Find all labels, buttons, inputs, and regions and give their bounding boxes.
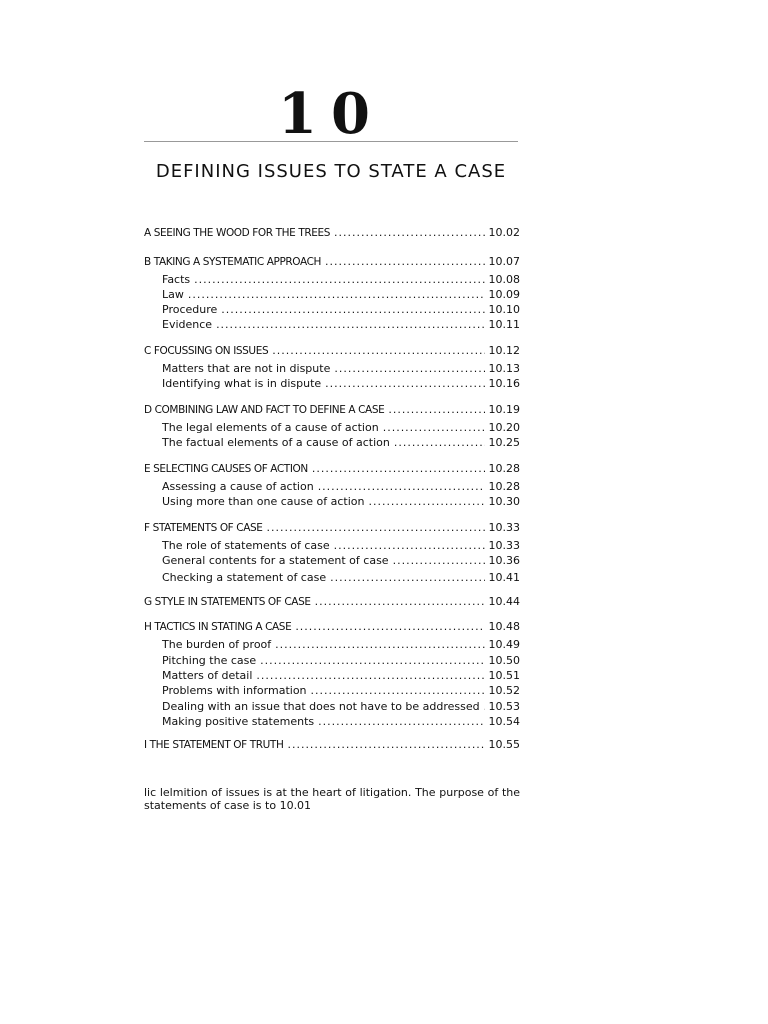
dot-leader [266,520,484,535]
toc-entry-row [144,361,520,376]
toc-entry-row [144,272,520,287]
toc-entry-row [144,420,520,435]
dot-leader [325,376,484,391]
toc-entry-row [144,699,520,714]
toc-paragraph-ref: 10.49 [488,638,520,651]
toc-entry-row [144,538,520,553]
toc-entry-title: Evidence [162,318,213,331]
toc-paragraph-ref: 10.54 [488,715,520,728]
toc-entry-title: The factual elements of a cause of action [162,436,390,449]
toc-entry-title: Law [162,288,184,301]
dot-leader [334,538,485,553]
toc-entry-title: B TAKING A SYSTEMATIC APPROACH [144,256,322,268]
toc-paragraph-ref: 10.20 [488,421,520,434]
toc-entry-row [144,435,520,450]
dot-leader [334,225,485,240]
toc-paragraph-ref: 10.28 [488,480,520,493]
toc-entry-row [144,553,520,568]
toc-entry-row [144,287,520,302]
toc-entry-title: Identifying what is in dispute [162,377,322,390]
toc-entry-title: Pitching the case [162,654,257,667]
toc-paragraph-ref: 10.28 [488,462,520,475]
dot-leader [394,435,485,450]
divider [144,141,518,142]
toc-entry-title: Dealing with an issue that does not have to be addressed [162,700,480,713]
dot-leader [383,420,485,435]
toc-paragraph-ref: 10.08 [488,273,520,286]
toc-paragraph-ref: 10.07 [488,255,520,268]
toc-entry-row [144,479,520,494]
toc-paragraph-ref: 10.55 [488,738,520,751]
toc-entry-title: A SEEING THE WOOD FOR THE TREES [144,227,330,239]
toc-paragraph-ref: 10.12 [488,344,520,357]
toc-entry-row [144,376,520,391]
dot-leader [330,570,484,585]
toc-paragraph-ref: 10.10 [488,303,520,316]
toc-paragraph-ref: 10.33 [488,539,520,552]
toc-paragraph-ref: 10.44 [488,595,520,608]
toc-section-row [144,461,520,477]
toc-entry-title: D COMBINING LAW AND FACT TO DEFINE A CASE [144,404,385,416]
toc-entry-title: G STYLE IN STATEMENTS OF CASE [144,596,311,608]
toc-entry-title: Checking a statement of case [162,571,327,584]
toc-entry-row [144,317,520,332]
dot-leader [194,272,484,287]
chapter-title: DEFINING ISSUES TO STATE A CASE [155,161,507,182]
dot-leader [272,343,484,358]
dot-leader [256,668,484,683]
toc-entry-title: The burden of proof [162,638,272,651]
toc-entry-title: Matters that are not in dispute [162,362,331,375]
toc-section-row [144,343,520,359]
table-of-contents [144,225,520,753]
toc-entry-row [144,302,520,317]
dot-leader [325,254,484,269]
toc-entry-row [144,714,520,729]
toc-paragraph-ref: 10.48 [488,620,520,633]
toc-section-row [144,619,520,635]
toc-entry-row [144,494,520,509]
toc-paragraph-ref: 10.30 [488,495,520,508]
toc-paragraph-ref: 10.51 [488,669,520,682]
toc-entry-title: Problems with information [162,684,307,697]
toc-paragraph-ref: 10.09 [488,288,520,301]
toc-paragraph-ref: 10.19 [488,403,520,416]
toc-entry-row [144,668,520,683]
toc-entry-title: H TACTICS IN STATING A CASE [144,621,292,633]
dot-leader [334,361,484,376]
dot-leader [188,287,485,302]
toc-entry-title: C FOCUSSING ON ISSUES [144,345,269,357]
toc-entry-title: General contents for a statement of case [162,554,389,567]
toc-entry-title: The legal elements of a cause of action [162,421,379,434]
toc-entry-title: F STATEMENTS OF CASE [144,522,263,534]
toc-entry-title: Making positive statements [162,715,315,728]
toc-entry-title: Procedure [162,303,218,316]
toc-paragraph-ref: 10.33 [488,521,520,534]
dot-leader [315,594,485,609]
dot-leader [388,402,484,417]
dot-leader [393,553,485,568]
toc-entry-title: Facts [162,273,191,286]
dot-leader [295,619,484,634]
dot-leader [484,699,485,714]
toc-section-row [144,594,520,610]
toc-paragraph-ref: 10.36 [488,554,520,567]
toc-section-row [144,520,520,536]
toc-entry-row [144,570,520,585]
toc-paragraph-ref: 10.53 [488,700,520,713]
intro-paragraph: lic lelmition of issues is at the heart of litigation. The purpose of the statements of case is to 10.01 [144,786,520,812]
toc-paragraph-ref: 10.16 [488,377,520,390]
toc-entry-row [144,683,520,698]
toc-entry-title: Assessing a cause of action [162,480,314,493]
dot-leader [318,479,485,494]
toc-section-row [144,402,520,418]
toc-paragraph-ref: 10.41 [488,571,520,584]
toc-entry-title: The role of statements of case [162,539,330,552]
toc-paragraph-ref: 10.50 [488,654,520,667]
dot-leader [368,494,484,509]
toc-entry-title: I THE STATEMENT OF TRUTH [144,739,284,751]
toc-entry-title: Using more than one cause of action [162,495,365,508]
dot-leader [275,637,484,652]
chapter-number: 10 [278,81,384,147]
dot-leader [318,714,484,729]
toc-entry-row [144,653,520,668]
dot-leader [312,461,485,476]
toc-entry-title: Matters of detail [162,669,253,682]
dot-leader [216,317,484,332]
toc-section-row [144,225,520,241]
toc-section-row [144,737,520,753]
toc-paragraph-ref: 10.25 [488,436,520,449]
toc-paragraph-ref: 10.11 [488,318,520,331]
dot-leader [311,683,485,698]
toc-paragraph-ref: 10.13 [488,362,520,375]
toc-paragraph-ref: 10.52 [488,684,520,697]
toc-section-row [144,254,520,270]
dot-leader [287,737,484,752]
toc-paragraph-ref: 10.02 [488,226,520,239]
dot-leader [221,302,484,317]
toc-entry-row [144,637,520,652]
dot-leader [260,653,484,668]
toc-entry-title: E SELECTING CAUSES OF ACTION [144,463,308,475]
